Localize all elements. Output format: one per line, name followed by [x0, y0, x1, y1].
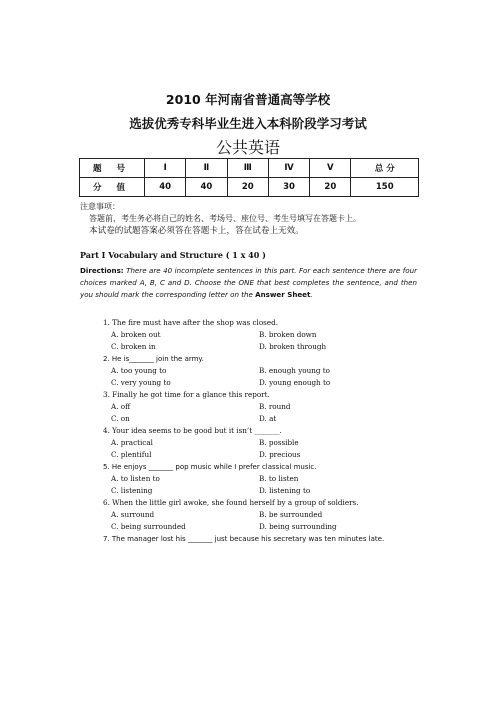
- option-d: D. precious: [259, 450, 301, 459]
- exam-notes: [80, 201, 361, 237]
- exam-title-line2: 选拔优秀专科毕业生进入本科阶段学习考试: [129, 116, 367, 131]
- options-row: [103, 401, 423, 413]
- table-cell: Ⅴ: [310, 159, 351, 178]
- directions: [80, 265, 417, 301]
- notes-line: 答题前，考生务必将自己的姓名、考场号、座位号、考生号填写在答题卡上。: [89, 214, 361, 223]
- options-row: [103, 521, 423, 533]
- options-row: [103, 437, 423, 449]
- directions-label: Directions:: [80, 266, 124, 275]
- option-c: C. on: [111, 414, 130, 423]
- options-row: [103, 329, 423, 341]
- option-b: B. to listen: [259, 474, 299, 483]
- option-a: A. too young to: [111, 366, 167, 375]
- table-cell: Ⅲ: [227, 159, 268, 178]
- option-b: B. round: [259, 402, 291, 411]
- options-row: [103, 365, 423, 377]
- table-row: [80, 178, 419, 197]
- table-cell: 40: [186, 178, 227, 197]
- options-row: [103, 377, 423, 389]
- option-c: C. broken in: [111, 342, 156, 351]
- option-d: D. young enough to: [259, 378, 331, 387]
- option-d: D. broken through: [259, 342, 327, 351]
- table-cell: 分 值: [80, 178, 145, 197]
- options-row: [103, 413, 423, 425]
- question-text: 7. The manager lost his _______ just because his secretary was ten minutes late.: [103, 535, 385, 543]
- question-text: 3. Finally he got time for a glance this report.: [103, 390, 270, 399]
- question-text: 5. He enjoys _______ pop music while I prefer classical music.: [103, 463, 317, 471]
- option-c: C. plentiful: [111, 450, 152, 459]
- question-text: 2. He is_______ join the army.: [103, 355, 204, 363]
- table-cell: 总 分: [351, 159, 419, 178]
- options-row: [103, 341, 423, 353]
- question-list: [103, 317, 423, 545]
- option-b: B. be surrounded: [259, 510, 323, 519]
- option-d: D. being surrounding: [259, 522, 337, 531]
- table-cell: 150: [351, 178, 419, 197]
- answer-sheet-label: Answer Sheet: [255, 290, 311, 299]
- table-cell: 40: [145, 178, 186, 197]
- option-a: A. off: [111, 402, 131, 411]
- table-cell: Ⅰ: [145, 159, 186, 178]
- score-table: [79, 158, 419, 197]
- option-b: B. possible: [259, 438, 299, 447]
- options-row: [103, 473, 423, 485]
- directions-text: There are 40 incomplete sentences in this part. For each sentence there are four choices marked A, B, C and D. Choose the ONE that best completes the sentence, and then you should mark the corresponding letter on the: [80, 266, 417, 299]
- question-text: 6. When the little girl awoke, she found herself by a group of soldiers.: [103, 498, 359, 507]
- table-cell: Ⅳ: [268, 159, 309, 178]
- option-a: A. to listen to: [111, 474, 160, 483]
- option-d: D. listening to: [259, 486, 311, 495]
- table-cell: Ⅱ: [186, 159, 227, 178]
- notes-line: 本试卷的试题答案必须答在答题卡上，答在试卷上无效。: [89, 226, 304, 236]
- option-b: B. broken down: [259, 330, 317, 339]
- question-text: 1. The fire must have after the shop was closed.: [103, 318, 278, 327]
- option-c: C. listening: [111, 486, 153, 495]
- option-c: C. very young to: [111, 378, 171, 387]
- table-cell: 30: [268, 178, 309, 197]
- table-cell: 题 号: [80, 159, 145, 178]
- option-d: D. at: [259, 414, 277, 423]
- directions-end: .: [310, 290, 313, 299]
- option-a: A. surround: [111, 510, 155, 519]
- options-row: [103, 485, 423, 497]
- option-b: B. enough young to: [259, 366, 330, 375]
- table-cell: 20: [310, 178, 351, 197]
- options-row: [103, 449, 423, 461]
- option-a: A. broken out: [111, 330, 161, 339]
- table-cell: 20: [227, 178, 268, 197]
- option-a: A. practical: [111, 438, 153, 447]
- option-c: C. being surrounded: [111, 522, 186, 531]
- subject-title: 公共英语: [215, 138, 280, 157]
- table-row: [80, 159, 419, 178]
- question-text: 4. Your idea seems to be good but it isn’t _______.: [103, 426, 282, 435]
- notes-title: 注意事项：: [80, 202, 120, 211]
- options-row: [103, 509, 423, 521]
- exam-title-line1: 2010 年河南省普通高等学校: [165, 92, 331, 107]
- part-heading: Part Ⅰ Vocabulary and Structure ( 1 x 40 ): [80, 250, 266, 260]
